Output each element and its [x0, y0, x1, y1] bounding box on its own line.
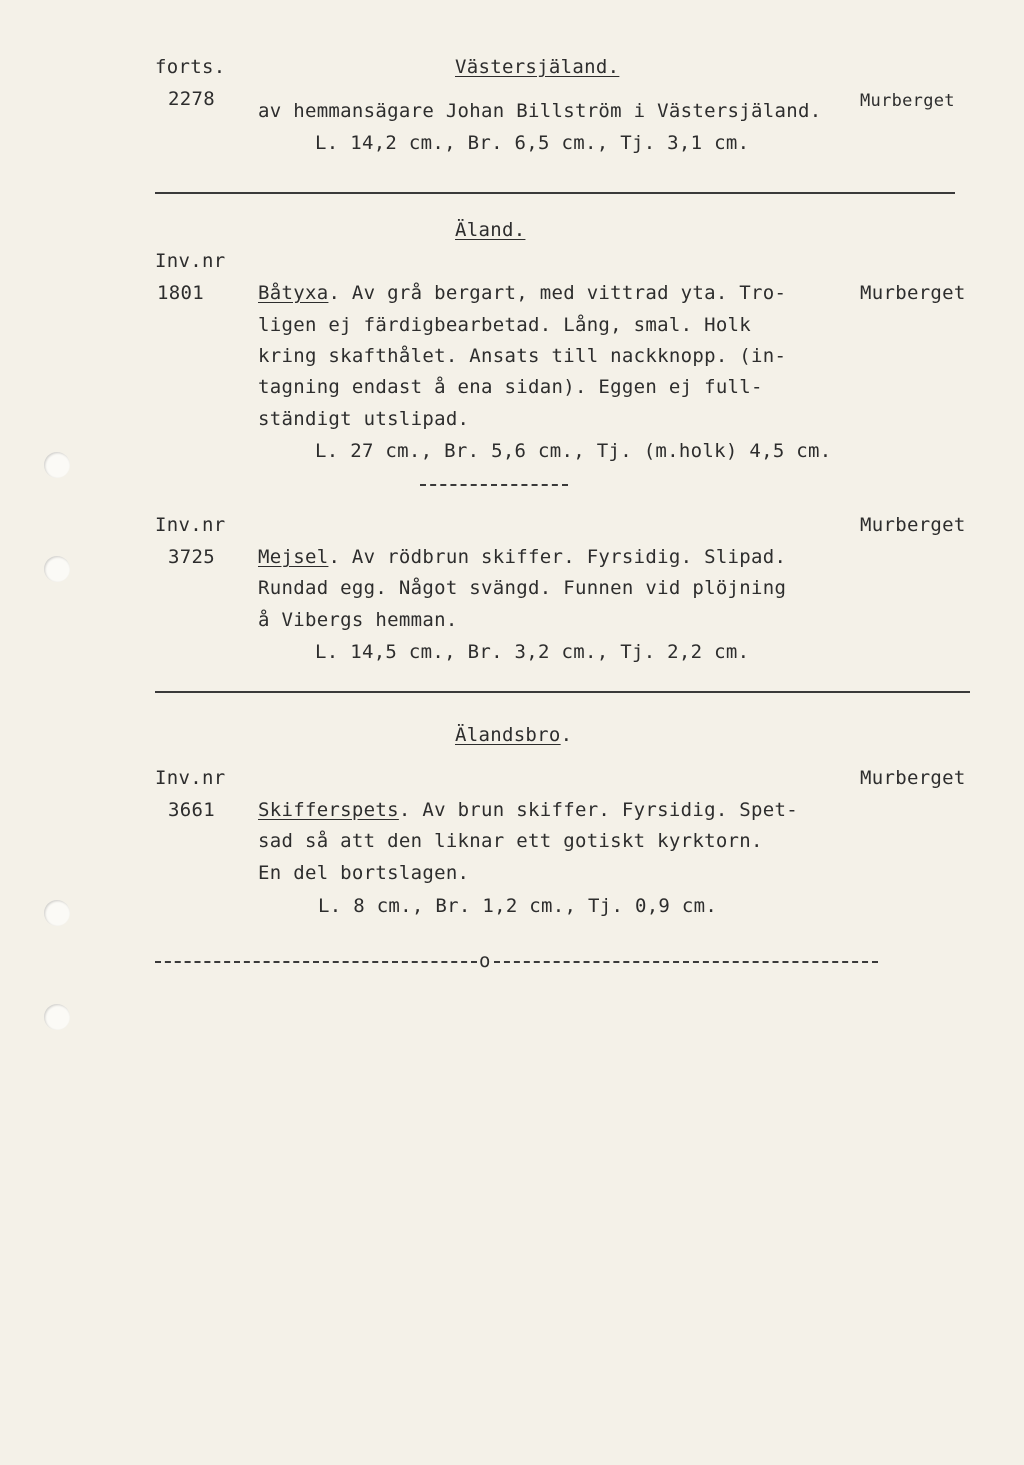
- entry-2278-dims: L. 14,2 cm., Br. 6,5 cm., Tj. 3,1 cm.: [315, 132, 750, 154]
- entry-1801-line5: ständigt utslipad.: [258, 408, 470, 430]
- section-divider-1: [155, 192, 955, 194]
- entry-3661-title: Skifferspets: [258, 799, 399, 821]
- place-heading-alandsbro-text: Älandsbro: [455, 724, 561, 746]
- place-heading-vastersjaland: Västersjäland.: [455, 56, 620, 78]
- entry-1801-text1: . Av grå bergart, med vittrad yta. Tro-: [328, 282, 787, 304]
- museum-label-1801: Murberget: [860, 282, 966, 304]
- entry-3725-line2: Rundad egg. Något svängd. Funnen vid plöjning: [258, 577, 787, 599]
- entry-2278-line1: av hemmansägare Johan Billström i Västersjäland.: [258, 100, 822, 122]
- inv-number-1801: 1801: [157, 282, 204, 304]
- inv-label-1801: Inv.nr: [155, 250, 226, 272]
- entry-3725-text1: . Av rödbrun skiffer. Fyrsidig. Slipad.: [328, 546, 787, 568]
- inv-label-3725: Inv.nr: [155, 514, 226, 536]
- forts-label: forts.: [155, 56, 226, 78]
- punch-hole-2: [44, 556, 70, 582]
- entry-1801-title: Båtyxa: [258, 282, 329, 304]
- section-divider-2: [155, 691, 970, 693]
- entry-3661-line3: En del bortslagen.: [258, 862, 470, 884]
- entry-3725-line1: [258, 546, 786, 568]
- entry-1801-line1: [258, 282, 786, 304]
- end-mark: o: [479, 950, 491, 972]
- punch-hole-3: [44, 900, 70, 926]
- place-heading-alandsbro: [455, 724, 572, 746]
- museum-label-2278: Murberget: [860, 91, 955, 111]
- entry-3725-dims: L. 14,5 cm., Br. 3,2 cm., Tj. 2,2 cm.: [315, 641, 750, 663]
- entry-3661-line1: [258, 799, 798, 821]
- inv-number-3661: 3661: [168, 799, 215, 821]
- entry-1801-line2: ligen ej färdigbearbetad. Lång, smal. Holk: [258, 314, 752, 336]
- entry-1801-line3: kring skafthålet. Ansats till nackknopp. (in-: [258, 345, 787, 367]
- place-heading-aland: Äland.: [455, 219, 526, 241]
- entry-separator-1: [420, 484, 568, 486]
- entry-3661-line2: sad så att den liknar ett gotiskt kyrktorn.: [258, 830, 763, 852]
- end-dash-left: [155, 961, 477, 963]
- place-heading-alandsbro-dot: .: [560, 724, 573, 746]
- museum-label-3661: Murberget: [860, 767, 966, 789]
- entry-1801-dims: L. 27 cm., Br. 5,6 cm., Tj. (m.holk) 4,5 cm.: [315, 440, 832, 462]
- inv-number-2278: 2278: [168, 88, 215, 110]
- museum-label-3725: Murberget: [860, 514, 966, 536]
- end-dash-right: [494, 961, 878, 963]
- entry-1801-line4: tagning endast å ena sidan). Eggen ej full-: [258, 376, 763, 398]
- entry-3725-title: Mejsel: [258, 546, 329, 568]
- inv-number-3725: 3725: [168, 546, 215, 568]
- entry-3661-dims: L. 8 cm., Br. 1,2 cm., Tj. 0,9 cm.: [318, 895, 718, 917]
- entry-3661-text1: . Av brun skiffer. Fyrsidig. Spet-: [398, 799, 798, 821]
- inv-label-3661: Inv.nr: [155, 767, 226, 789]
- punch-hole-4: [44, 1004, 70, 1030]
- entry-3725-line3: å Vibergs hemman.: [258, 609, 458, 631]
- punch-hole-1: [44, 452, 70, 478]
